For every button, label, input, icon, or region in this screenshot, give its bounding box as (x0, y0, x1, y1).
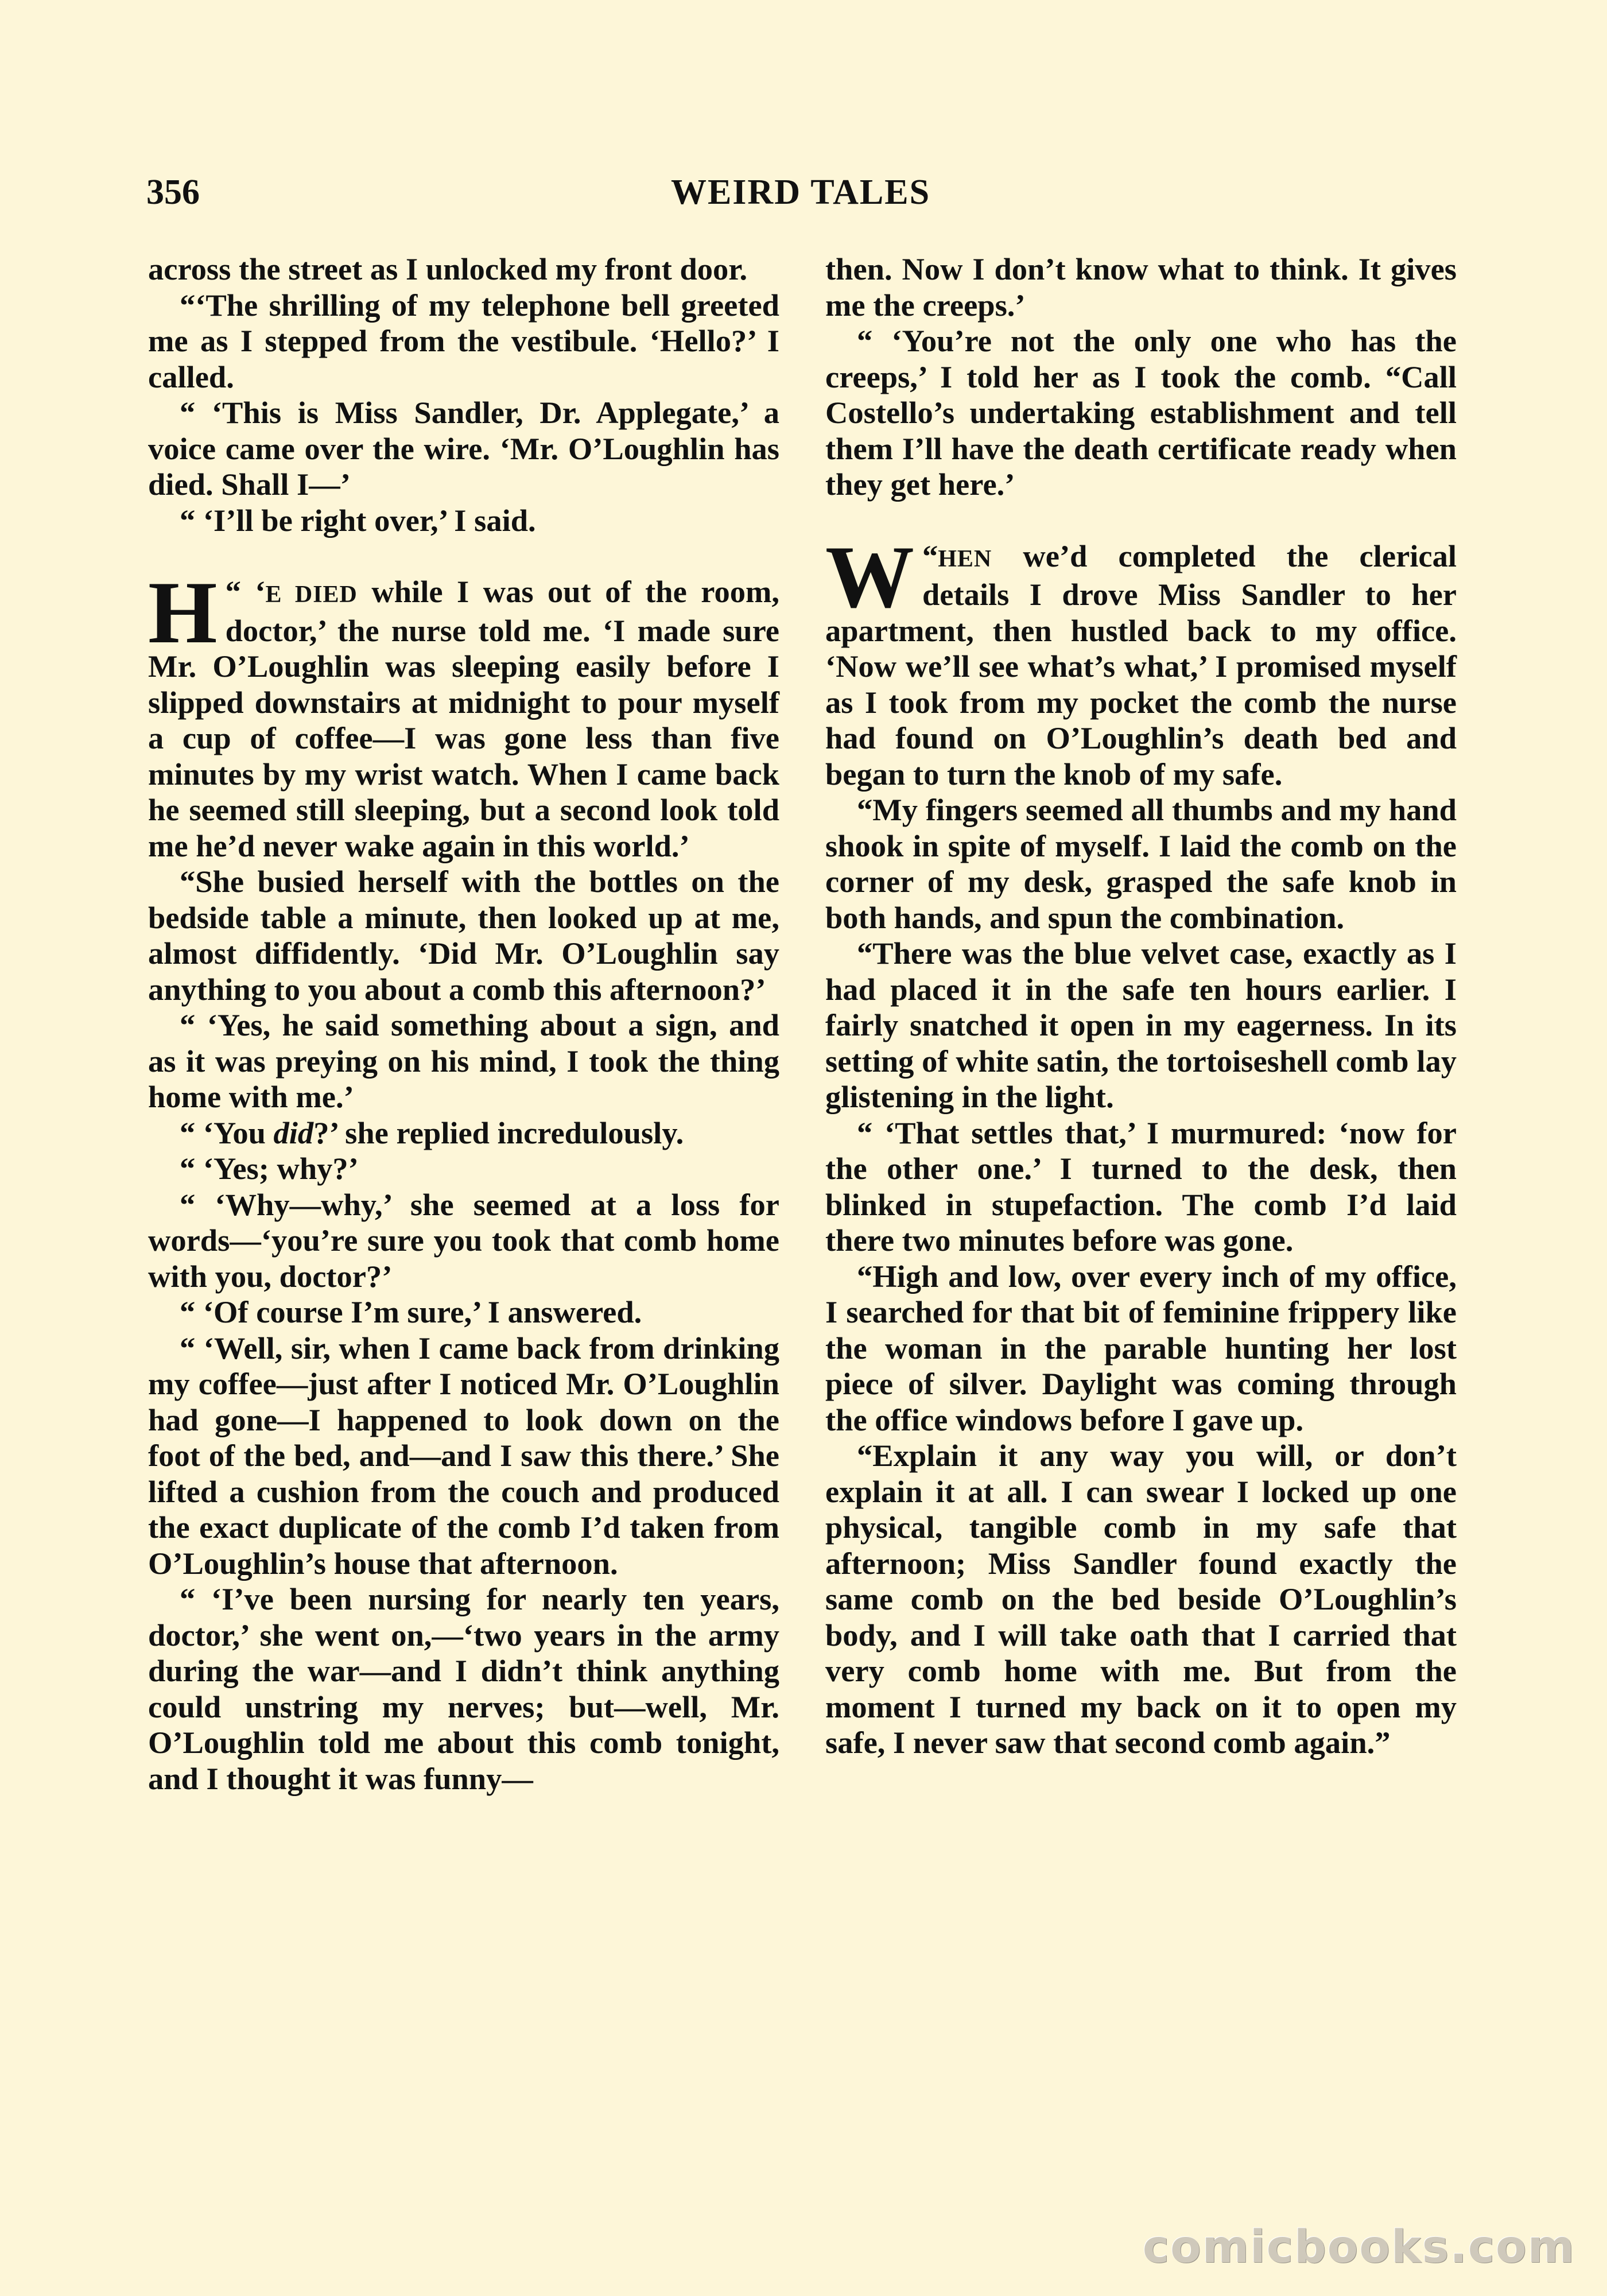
paragraph-text: while I was out of the room, doctor,’ the nurse told me. ‘I made sure Mr. O’Loughlin was sleeping easily before I slipped downstairs at midnight to pour myself a cup of coffee—I was gone less than five minutes by my wrist watch. When I came back he seemed still sleeping, but a second look told me he’d never wake again in this world.’ (148, 574, 779, 863)
paragraph: “‘The shrilling of my telephone bell greeted me as I stepped from the vestibule. ‘Hello?’ I called. (148, 287, 779, 394)
section-opening-paragraph (825, 527, 1457, 793)
paragraph: “ ‘Yes; why?’ (180, 1151, 359, 1186)
paragraph: “ ‘This is Miss Sandler, Dr. Applegate,’ a voice came over the wire. ‘Mr. O’Loughlin has died. Shall I—’ (148, 395, 779, 502)
section-break (148, 538, 779, 574)
paragraph: “ ‘I’ve been nursing for nearly ten years, doctor,’ she went on,—‘two years in the army during the war—and I didn’t think anything could unstring my nerves; but—well, Mr. O’Loughlin told me about this comb tonight, and I thought it was funny— (148, 1581, 779, 1796)
paragraph: “ ‘I’ll be right over,’ I said. (180, 502, 536, 538)
paragraph: across the street as I unlocked my front door. (148, 251, 748, 286)
paragraph (148, 1115, 779, 1151)
drop-cap: W (825, 527, 914, 626)
section-opening-paragraph (148, 563, 779, 864)
opening-quote: “ ‘ (225, 574, 266, 609)
small-caps-lead: HEN (938, 545, 992, 572)
paragraph: “ ‘You’re not the only one who has the creeps,’ I told her as I took the comb. “Call Costello’s undertaking establishment and tell them I’ll have the death certificate ready when they get here.’ (825, 323, 1457, 502)
right-column (825, 251, 1457, 1761)
paragraph-text: we’d completed the clerical details I drove Miss Sandler to her apartment, then hustled back to my office. ‘Now we’ll see what’s what,’ I promised myself as I took from my pocket the comb the nurse had found on O’Loughlin’s death bed and began to turn the knob of my safe. (825, 538, 1457, 792)
paragraph: “ ‘Why—why,’ she seemed at a loss for words—‘you’re sure you took that comb home with you, doctor?’ (148, 1186, 779, 1294)
paragraph: “High and low, over every inch of my office, I searched for that bit of feminine frippery like the woman in the parable hunting her lost piece of silver. Daylight was coming through the office windows before I gave up. (825, 1258, 1457, 1437)
paragraph: “ ‘Yes, he said something about a sign, and as it was preying on his mind, I took the thing home with me.’ (148, 1007, 779, 1114)
page-header (146, 172, 1455, 218)
paragraph: “There was the blue velvet case, exactly as I had placed it in the safe ten hours earlier. I fairly snatched it open in my eagerness. In its setting of white satin, the tortoiseshell comb lay glistening in the light. (825, 936, 1457, 1114)
section-break (825, 503, 1457, 538)
paragraph-text: “ ‘You (180, 1115, 274, 1150)
paragraph: “ ‘Well, sir, when I came back from drinking my coffee—just after I noticed Mr. O’Loughlin had gone—I happened to look down on the foot of the bed, and—and I saw this there.’ She lifted a cushion from the couch and produced the exact duplicate of the comb I’d taken from O’Loughlin’s house that afternoon. (148, 1330, 779, 1581)
site-watermark: comicbooks.com (1142, 2221, 1575, 2273)
left-column (148, 251, 779, 1797)
paragraph: then. Now I don’t know what to think. It gives me the creeps.’ (825, 251, 1457, 323)
paragraph-text: ?’ she replied incredulously. (313, 1115, 684, 1150)
paragraph: “Explain it any way you will, or don’t explain it at all. I can swear I locked up one physical, tangible comb in my safe that afternoon; Miss Sandler found exactly the same comb on the bed beside O’Loughlin’s body, and I will take oath that I carried that very comb home with me. But from the moment I turned my back on it to open my safe, I never saw that second comb again.” (825, 1438, 1457, 1760)
paragraph: “My fingers seemed all thumbs and my hand shook in spite of myself. I laid the comb on the corner of my desk, grasped the safe knob in both hands, and spun the combination. (825, 792, 1457, 935)
paragraph: “She busied herself with the bottles on the bedside table a minute, then looked up at me, almost diffidently. ‘Did Mr. O’Loughlin say anything to you about a comb this afternoon?’ (148, 864, 779, 1007)
drop-cap: H (148, 563, 218, 662)
paragraph: “ ‘That settles that,’ I murmured: ‘now for the other one.’ I turned to the desk, then blinked in stupefaction. The comb I’d laid there two minutes before was gone. (825, 1115, 1457, 1258)
paragraph: “ ‘Of course I’m sure,’ I answered. (180, 1294, 642, 1329)
opening-quote: “ (922, 538, 938, 573)
page-number: 356 (146, 173, 200, 212)
running-title: WEIRD TALES (670, 173, 931, 212)
small-caps-lead: E DIED (265, 581, 358, 608)
emphasis-text: did (273, 1115, 314, 1150)
